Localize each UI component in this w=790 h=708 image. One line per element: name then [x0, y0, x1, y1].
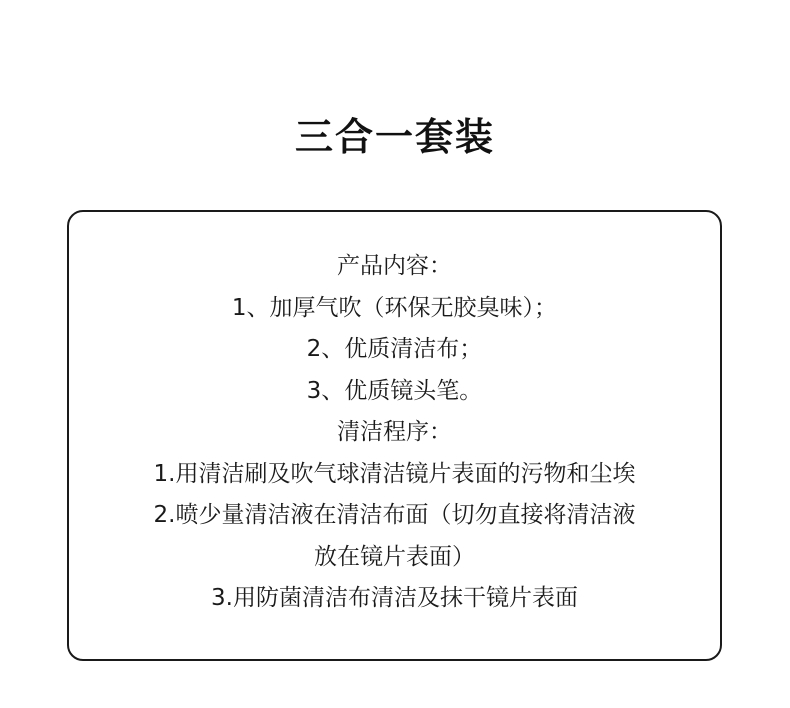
product-item-lens-pen: 3、优质镜头笔。	[306, 377, 483, 404]
product-item-air-blower: 1、加厚气吹（环保无胶臭味）；	[231, 294, 558, 321]
product-item-cleaning-cloth: 2、优质清洁布；	[306, 336, 483, 362]
procedure-step-2: 2.喷少量清洁液在清洁布面（切勿直接将清洁液	[153, 502, 636, 528]
page-title: 三合一套装	[294, 115, 495, 159]
procedure-step-1: 1.用清洁刷及吹气球清洁镜片表面的污物和尘埃	[153, 460, 636, 487]
product-contents-heading: 产品内容：	[337, 253, 452, 279]
procedure-step-3: 3.用防菌清洁布清洁及抹干镜片表面	[211, 585, 578, 611]
content-box	[67, 210, 722, 661]
procedure-step-2-continued: 放在镜片表面）	[314, 543, 475, 570]
cleaning-procedure-heading: 清洁程序：	[337, 419, 452, 445]
content-lines	[69, 246, 720, 620]
